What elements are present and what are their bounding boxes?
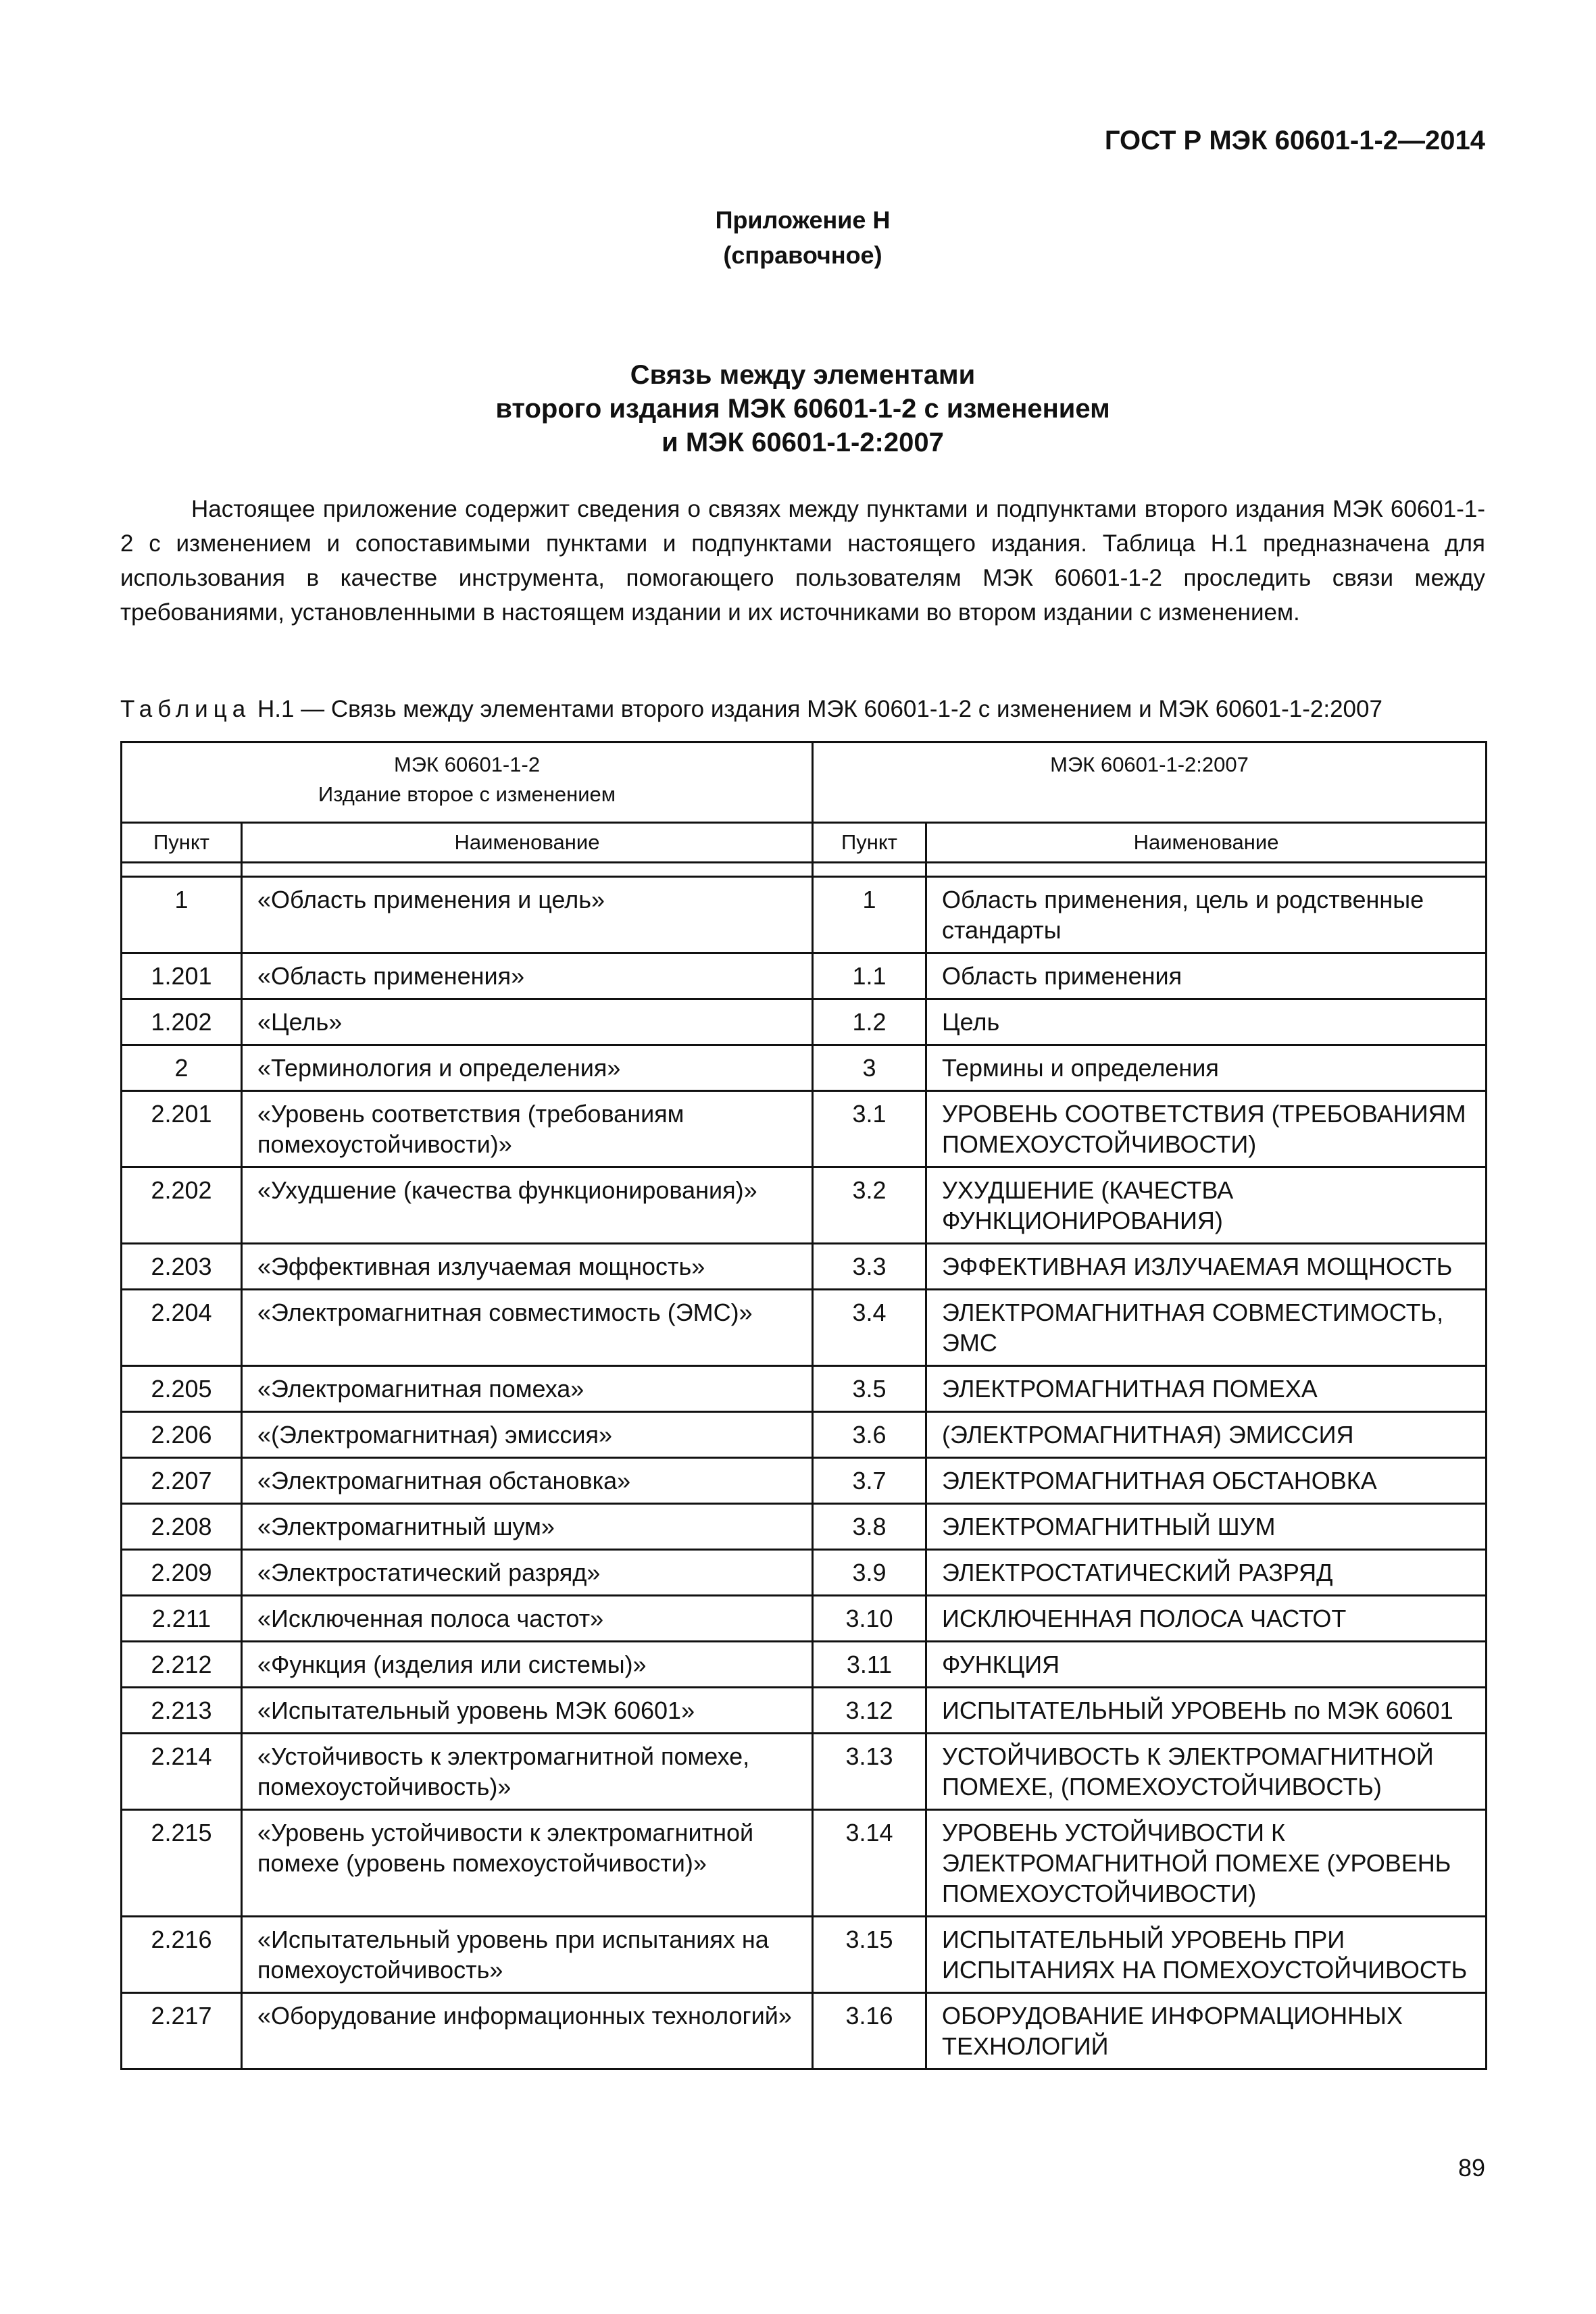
cell-name-new: ЭФФЕКТИВНАЯ ИЗЛУЧАЕМАЯ МОЩНОСТЬ [926, 1244, 1487, 1290]
cell-clause-new: 3.10 [813, 1596, 926, 1642]
table-row [122, 1244, 1487, 1290]
cell-clause-old: 2.207 [122, 1458, 242, 1504]
cell-name-old: «Ухудшение (качества функционирования)» [242, 1167, 813, 1244]
table-caption-text: Н.1 — Связь между элементами второго издания МЭК 60601-1-2 с изменением и МЭК 60601-1-2:2007 [251, 696, 1382, 722]
table-row [122, 1290, 1487, 1366]
left-group-standard: МЭК 60601-1-2 [393, 753, 541, 776]
cell-clause-old: 2.205 [122, 1366, 242, 1412]
cell-clause-new: 3.5 [813, 1366, 926, 1412]
table-row [122, 1596, 1487, 1642]
cell-name-old: «Электромагнитный шум» [242, 1504, 813, 1550]
cell-clause-old: 1.201 [122, 953, 242, 999]
table-row [122, 1688, 1487, 1734]
cell-name-old: «Электромагнитная обстановка» [242, 1458, 813, 1504]
cell-clause-new: 3.3 [813, 1244, 926, 1290]
cell-clause-old: 2.204 [122, 1290, 242, 1366]
table-row [122, 1642, 1487, 1688]
title-line-1: Связь между элементами [630, 360, 976, 390]
cell-name-old: «Терминология и определения» [242, 1045, 813, 1091]
cell-clause-new: 3.9 [813, 1550, 926, 1596]
cell-clause-new: 3.16 [813, 1993, 926, 2069]
cell-clause-old: 2.217 [122, 1993, 242, 2069]
table-row [122, 1917, 1487, 1993]
table-row [122, 1993, 1487, 2069]
cell-clause-new: 1 [813, 877, 926, 953]
cell-clause-new: 3.14 [813, 1810, 926, 1917]
cell-clause-old: 1.202 [122, 999, 242, 1045]
table-row [122, 1550, 1487, 1596]
column-header-name-right: Наименование [926, 823, 1487, 863]
table-row [122, 999, 1487, 1045]
table-caption-prefix: Таблица [120, 696, 251, 722]
cell-name-new: Область применения [926, 953, 1487, 999]
cell-clause-old: 2.211 [122, 1596, 242, 1642]
table-row [122, 1091, 1487, 1167]
left-group-header [122, 743, 813, 823]
cell-clause-new: 3.1 [813, 1091, 926, 1167]
annex-heading [120, 203, 1485, 273]
table-row [122, 1734, 1487, 1810]
cell-clause-new: 3.12 [813, 1688, 926, 1734]
cell-clause-new: 3.6 [813, 1412, 926, 1458]
cell-name-old: «Оборудование информационных технологий» [242, 1993, 813, 2069]
cell-name-new: ИСПЫТАТЕЛЬНЫЙ УРОВЕНЬ по МЭК 60601 [926, 1688, 1487, 1734]
cell-clause-old: 2.202 [122, 1167, 242, 1244]
table-group-header-row [122, 743, 1487, 823]
table-row [122, 1458, 1487, 1504]
cell-clause-new: 3.2 [813, 1167, 926, 1244]
table-row [122, 1810, 1487, 1917]
table-row [122, 877, 1487, 953]
cell-clause-old: 2.203 [122, 1244, 242, 1290]
cell-clause-old: 2.214 [122, 1734, 242, 1810]
cell-clause-old: 2.206 [122, 1412, 242, 1458]
cell-name-old: «Область применения и цель» [242, 877, 813, 953]
cell-name-new: ЭЛЕКТРОМАГНИТНЫЙ ШУМ [926, 1504, 1487, 1550]
table-body [122, 877, 1487, 2069]
right-group-header: МЭК 60601-1-2:2007 [813, 743, 1487, 823]
cell-name-new: УРОВЕНЬ СООТВЕТСТВИЯ (ТРЕБОВАНИЯМ ПОМЕХОУСТОЙЧИВОСТИ) [926, 1091, 1487, 1167]
cell-name-new: УСТОЙЧИВОСТЬ К ЭЛЕКТРОМАГНИТНОЙ ПОМЕХЕ, (ПОМЕХОУСТОЙЧИВОСТЬ) [926, 1734, 1487, 1810]
table-row [122, 1412, 1487, 1458]
cell-clause-new: 3.4 [813, 1290, 926, 1366]
cell-name-old: «Функция (изделия или системы)» [242, 1642, 813, 1688]
title-line-2: второго издания МЭК 60601-1-2 с изменением [495, 394, 1110, 424]
cell-name-old: «(Электромагнитная) эмиссия» [242, 1412, 813, 1458]
cell-clause-old: 2 [122, 1045, 242, 1091]
cell-clause-old: 2.215 [122, 1810, 242, 1917]
column-header-name-left: Наименование [242, 823, 813, 863]
cell-name-new: ИСПЫТАТЕЛЬНЫЙ УРОВЕНЬ ПРИ ИСПЫТАНИЯХ НА ПОМЕХОУСТОЙЧИВОСТЬ [926, 1917, 1487, 1993]
cell-name-old: «Исключенная полоса частот» [242, 1596, 813, 1642]
column-header-clause-left: Пункт [122, 823, 242, 863]
cell-name-new: ЭЛЕКТРОМАГНИТНАЯ ОБСТАНОВКА [926, 1458, 1487, 1504]
cell-clause-new: 3.8 [813, 1504, 926, 1550]
title-line-3: и МЭК 60601-1-2:2007 [662, 428, 944, 457]
cell-clause-new: 3.11 [813, 1642, 926, 1688]
cell-name-new: ИСКЛЮЧЕННАЯ ПОЛОСА ЧАСТОТ [926, 1596, 1487, 1642]
table-header-gap [122, 863, 1487, 877]
table-row [122, 1167, 1487, 1244]
table-caption [120, 696, 1485, 723]
annex-main-title [120, 358, 1485, 459]
cell-clause-new: 3.13 [813, 1734, 926, 1810]
cell-clause-old: 2.216 [122, 1917, 242, 1993]
cell-name-old: «Электростатический разряд» [242, 1550, 813, 1596]
cell-name-old: «Устойчивость к электромагнитной помехе, помехоустойчивость)» [242, 1734, 813, 1810]
cell-name-new: ОБОРУДОВАНИЕ ИНФОРМАЦИОННЫХ ТЕХНОЛОГИЙ [926, 1993, 1487, 2069]
left-group-edition: Издание второе с изменением [318, 782, 616, 806]
cell-clause-new: 1.2 [813, 999, 926, 1045]
standard-code: ГОСТ Р МЭК 60601-1-2—2014 [1104, 126, 1485, 155]
table-row [122, 953, 1487, 999]
table-row [122, 1045, 1487, 1091]
cell-name-new: Цель [926, 999, 1487, 1045]
cell-name-old: «Уровень соответствия (требованиям помехоустойчивости)» [242, 1091, 813, 1167]
cell-clause-old: 1 [122, 877, 242, 953]
table-row [122, 1366, 1487, 1412]
annex-type: (справочное) [723, 241, 882, 269]
table-row [122, 1504, 1487, 1550]
cell-name-new: ЭЛЕКТРОМАГНИТНАЯ ПОМЕХА [926, 1366, 1487, 1412]
cell-clause-old: 2.208 [122, 1504, 242, 1550]
cell-name-new: УХУДШЕНИЕ (КАЧЕСТВА ФУНКЦИОНИРОВАНИЯ) [926, 1167, 1487, 1244]
cell-clause-new: 1.1 [813, 953, 926, 999]
cell-clause-old: 2.212 [122, 1642, 242, 1688]
column-header-clause-right: Пункт [813, 823, 926, 863]
annex-title: Приложение Н [715, 206, 891, 234]
cell-name-new: ЭЛЕКТРОСТАТИЧЕСКИЙ РАЗРЯД [926, 1550, 1487, 1596]
cell-name-new: (ЭЛЕКТРОМАГНИТНАЯ) ЭМИССИЯ [926, 1412, 1487, 1458]
cell-clause-old: 2.213 [122, 1688, 242, 1734]
table-column-header-row [122, 823, 1487, 863]
cell-name-old: «Эффективная излучаемая мощность» [242, 1244, 813, 1290]
correspondence-table [120, 741, 1487, 2070]
cell-name-old: «Электромагнитная совместимость (ЭМС)» [242, 1290, 813, 1366]
cell-name-old: «Цель» [242, 999, 813, 1045]
page-number: 89 [1457, 2154, 1485, 2182]
cell-name-old: «Испытательный уровень при испытаниях на помехоустойчивость» [242, 1917, 813, 1993]
cell-clause-old: 2.201 [122, 1091, 242, 1167]
cell-clause-new: 3.7 [813, 1458, 926, 1504]
cell-name-old: «Испытательный уровень МЭК 60601» [242, 1688, 813, 1734]
cell-clause-old: 2.209 [122, 1550, 242, 1596]
cell-clause-new: 3.15 [813, 1917, 926, 1993]
cell-name-new: Термины и определения [926, 1045, 1487, 1091]
cell-name-new: Область применения, цель и родственные стандарты [926, 877, 1487, 953]
cell-name-new: ЭЛЕКТРОМАГНИТНАЯ СОВМЕСТИМОСТЬ, ЭМС [926, 1290, 1487, 1366]
cell-name-new: УРОВЕНЬ УСТОЙЧИВОСТИ К ЭЛЕКТРОМАГНИТНОЙ ПОМЕХЕ (УРОВЕНЬ ПОМЕХОУСТОЙЧИВОСТИ) [926, 1810, 1487, 1917]
cell-name-old: «Электромагнитная помеха» [242, 1366, 813, 1412]
cell-clause-new: 3 [813, 1045, 926, 1091]
cell-name-old: «Уровень устойчивости к электромагнитной помехе (уровень помехоустойчивости)» [242, 1810, 813, 1917]
cell-name-new: ФУНКЦИЯ [926, 1642, 1487, 1688]
cell-name-old: «Область применения» [242, 953, 813, 999]
intro-paragraph: Настоящее приложение содержит сведения о связях между пунктами и подпунктами второго издания МЭК 60601-1-2 с изменением и сопоставимыми пунктами и подпунктами настоящего издания. Таблица Н.1 предназначена для использования в качестве инструмента, помогающего пользователям МЭК 60601-1-2 проследить связи между требованиями, установленными в настоящем издании и их источниками во втором издании с изменением. [120, 496, 1485, 626]
